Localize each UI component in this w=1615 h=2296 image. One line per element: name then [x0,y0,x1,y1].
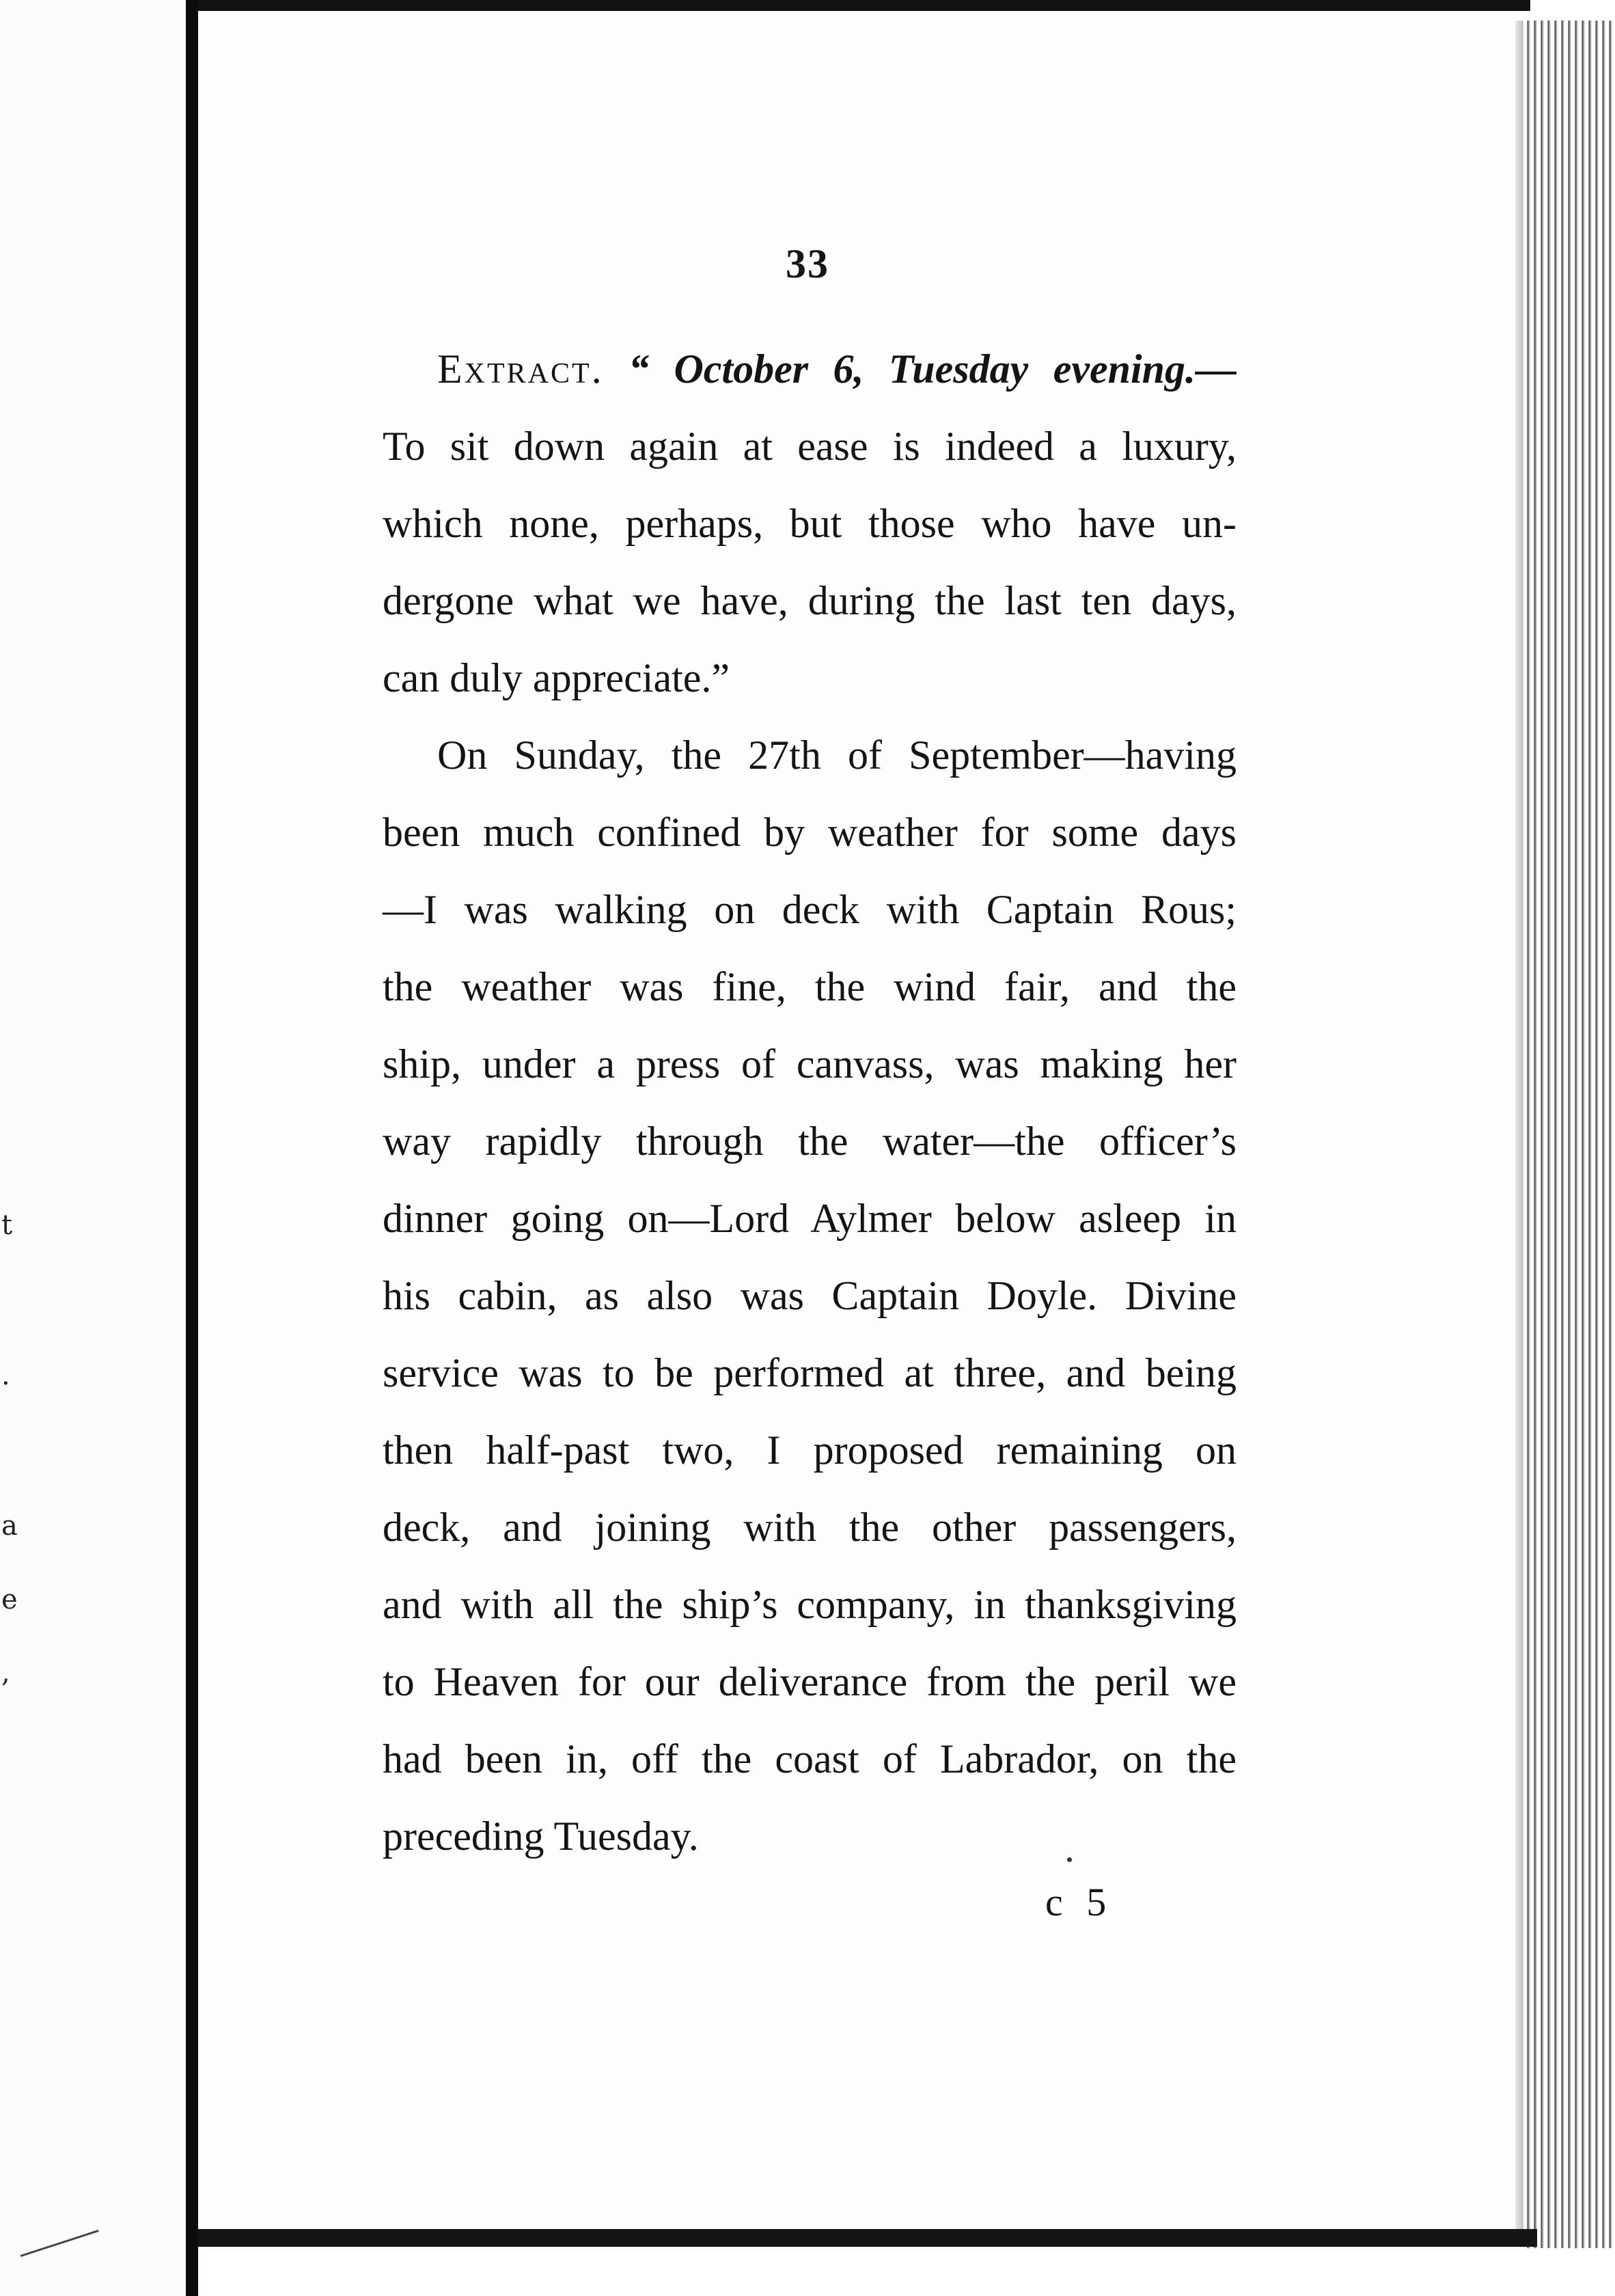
text-line: and with all the ship’s company, in thanksgiving [383,1582,1237,1627]
text-line: On Sunday, the 27th of September—having [437,733,1237,778]
text-line: which none, perhaps, but those who have un- [383,501,1237,546]
letter-dateline: “ October 6, Tuesday evening.— [629,346,1237,392]
extract-label: Extract. [437,346,604,392]
left-fragment: a [1,1510,18,1542]
text-line: ship, under a press of canvass, was making her [383,1041,1237,1086]
bottom-edge-shadow [198,2229,1537,2247]
signature-mark: c 5 [1045,1880,1114,1924]
text-line: way rapidly through the water—the officer’s [383,1119,1237,1164]
text-line: service was to be performed at three, and being [383,1350,1237,1395]
left-fragment: t [1,1210,13,1241]
text-line: preceding Tuesday. [383,1814,699,1859]
text-line: been much confined by weather for some days [383,810,1237,855]
text-line: can duly appreciate.” [383,655,730,700]
page-number: 33 [786,241,829,286]
text-line: his cabin, as also was Captain Doyle. Divine [383,1273,1237,1318]
text-line: To sit down again at ease is indeed a luxury, [383,424,1237,469]
text-line: to Heaven for our deliverance from the peril we [383,1659,1237,1704]
text-line [383,345,1237,393]
text-line: had been in, off the coast of Labrador, on the [383,1736,1237,1781]
left-fragment: . [1,1360,10,1391]
left-fragment: e [1,1584,18,1615]
ink-dot [1067,1857,1072,1862]
page-stack-edge [1523,20,1615,2248]
left-facing-page [0,0,186,2296]
left-fragment: , [1,1657,10,1689]
text-line: deck, and joining with the other passengers, [383,1505,1237,1550]
text-line: then half-past two, I proposed remaining on [383,1427,1237,1473]
text-line: dinner going on—Lord Aylmer below asleep in [383,1196,1237,1241]
text-line: dergone what we have, during the last ten days, [383,578,1237,623]
text-line: the weather was fine, the wind fair, and the [383,964,1237,1009]
text-line: —I was walking on deck with Captain Rous; [383,887,1237,932]
gutter-shadow [186,0,198,2296]
left-page-margin-fragments [0,0,16,2296]
